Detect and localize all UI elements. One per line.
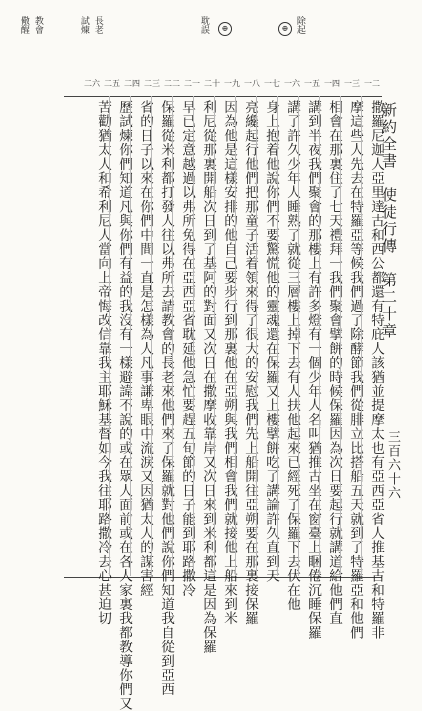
text-columns <box>64 96 384 711</box>
text-column: 利尼從那裏開船次日到了基阿的對面又次日在撒摩收靠岸又次日來到米利都這是因為保羅 <box>193 96 214 576</box>
note-1: 儆醒 <box>18 16 29 34</box>
verse-number: 二四 <box>124 79 140 88</box>
verse-number: 一九 <box>224 79 240 88</box>
text-column: 歷試煉你們知道凡與你們有益的我沒有一樣避諱不說的或在眾人面前或在各人家裏我都教導你們又 <box>109 96 130 576</box>
text-column: 講到半夜我們聚會的那樓上有許多燈有一個少年人名叫猶推古坐在窗臺上睏倦沉睡保羅 <box>298 96 319 576</box>
verse-number: 二二 <box>164 79 180 88</box>
note-3: 試煉 <box>78 16 89 34</box>
circle-mark-2: ⊕ <box>278 22 292 36</box>
text-column: 保羅從米利都打發人往以弗所去請教會的長老來他們來了保羅就對他們說你們知道我自從到亞西 <box>151 96 172 576</box>
verse-number: 二十 <box>204 79 220 88</box>
book-header: 新約全書 使徒行傳 第二十章 <box>380 102 398 340</box>
text-column: 因為他是這樣安排的他自己要步行到那裏他在亞朔與我們相會我們就接他上船來到米 <box>214 96 235 576</box>
text-column: 講了許久少年人睡熟了就從三層樓上掉下去有人扶他起來已經死了保羅下去伏在他 <box>277 96 298 576</box>
text-column: 撒羅尼迦人亞里達古和西公都還有特庇人該猶並提摩太也有亞西亞省人推基古和特羅非 <box>361 96 382 576</box>
note-4: 長老 <box>92 16 103 34</box>
verse-number: 一三 <box>344 79 360 88</box>
verse-number: 二三 <box>144 79 160 88</box>
note-6: 除起 <box>294 16 305 34</box>
page-number: 三百六十六 <box>385 430 400 500</box>
text-column: 苦勸猶太人和希利尼人當向上帝悔改信靠我主耶穌基督如今我往耶路撒冷去心甚迫切 <box>95 100 111 626</box>
verse-number: 一七 <box>264 79 280 88</box>
verse-number: 二一 <box>184 79 200 88</box>
verse-number: 二六 <box>84 79 100 88</box>
top-notes <box>18 16 318 76</box>
note-2: 教會 <box>32 16 43 34</box>
text-column: 早已定意越過以弗所免得在亞西亞省耽延他急忙要趕五旬節的日子能到耶路撒冷 <box>172 96 193 576</box>
circle-mark-1: ⊕ <box>218 22 232 36</box>
verse-number: 一四 <box>324 79 340 88</box>
text-column: 相會在那裏住了七天禮拜一我們聚會擘餅的時候保羅因為次日要起行就講道給他們直 <box>319 96 340 576</box>
note-5: 耽誤 <box>198 16 209 34</box>
text-column: 身上抱着他說你們不要驚慌他的靈魂還在保羅又上樓擘餅吃了講論許久直到天 <box>256 96 277 576</box>
verse-number: 一六 <box>284 79 300 88</box>
verse-number: 一二 <box>364 79 380 88</box>
text-column: 亮纔起行他們把那童子活着領來得了很大的安慰我們先上船開往亞朔要在那裏接保羅 <box>235 96 256 576</box>
text-column: 省的日子以來在你們中間一直是怎樣為人凡事謙卑眼中流淚又因猶太人的謀害經 <box>130 96 151 576</box>
verse-number: 一八 <box>244 79 260 88</box>
verse-number: 一五 <box>304 79 320 88</box>
text-column: 摩這些人先去在特羅亞等候我們過了除酵節我們從腓立比搭船五天就到了特羅亞和他們 <box>340 96 361 576</box>
verse-number: 二五 <box>104 79 120 88</box>
verse-number-strip <box>64 78 382 94</box>
